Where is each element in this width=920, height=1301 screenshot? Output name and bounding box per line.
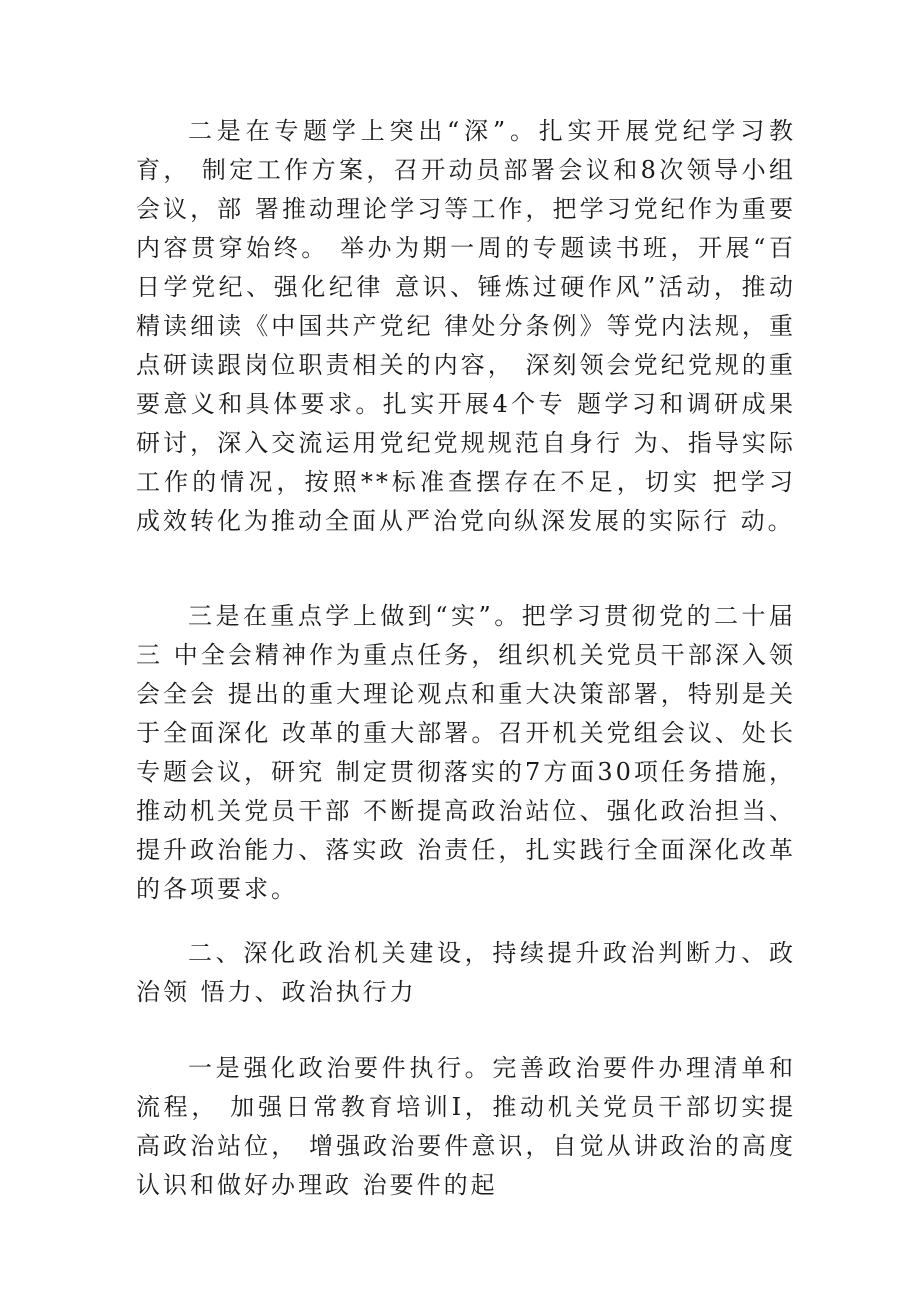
paragraph-in-depth-study: 二是在专题学上突出“深”。扎实开展党纪学习教育， 制定工作方案，召开动员部署会议和8次领导小组会议，部 署推动理论学习等工作，把学习党纪作为重要内容贯穿始终。 举办为期一周的专题读书班，开展“百日学党纪、强化纪律 意识、锤炼过硬作风”活动，推动精读细读《中国共产党纪 律处分条例》等党内法规，重点研读跟岗位职责相关的内容， 深刻领会党纪党规的重要意义和具体要求。扎实开展4个专 题学习和调研成果研讨，深入交流运用党纪党规规范自身行 为、指导实际工作的情况，按照**标准查摆存在不足，切实 把学习成效转化为推动全面从严治党向纵深发展的实际行 动。 <box>136 117 796 535</box>
paragraph-political-requirements: 一是强化政治要件执行。完善政治要件办理清单和流程， 加强日常教育培训I，推动机关党员干部切实提高政治站位， 增强政治要件意识，自觉从讲政治的高度认识和做好办理政 治要件的起 <box>136 1054 796 1199</box>
section-heading-political-organ: 二、深化政治机关建设，持续提升政治判断力、政治领 悟力、政治执行力 <box>136 939 796 1006</box>
paragraph-practical-study: 三是在重点学上做到“实”。把学习贯彻党的二十届三 中全会精神作为重点任务，组织机关党员干部深入领会全会 提出的重大理论观点和重大决策部署，特别是关于全面深化 改革的重大部署。召开机关党组会议、处长专题会议，研究 制定贯彻落实的7方面30项任务措施，推动机关党员干部 不断提高政治站位、强化政治担当、提升政治能力、落实政 治责任，扎实践行全面深化改革的各项要求。 <box>136 602 796 903</box>
